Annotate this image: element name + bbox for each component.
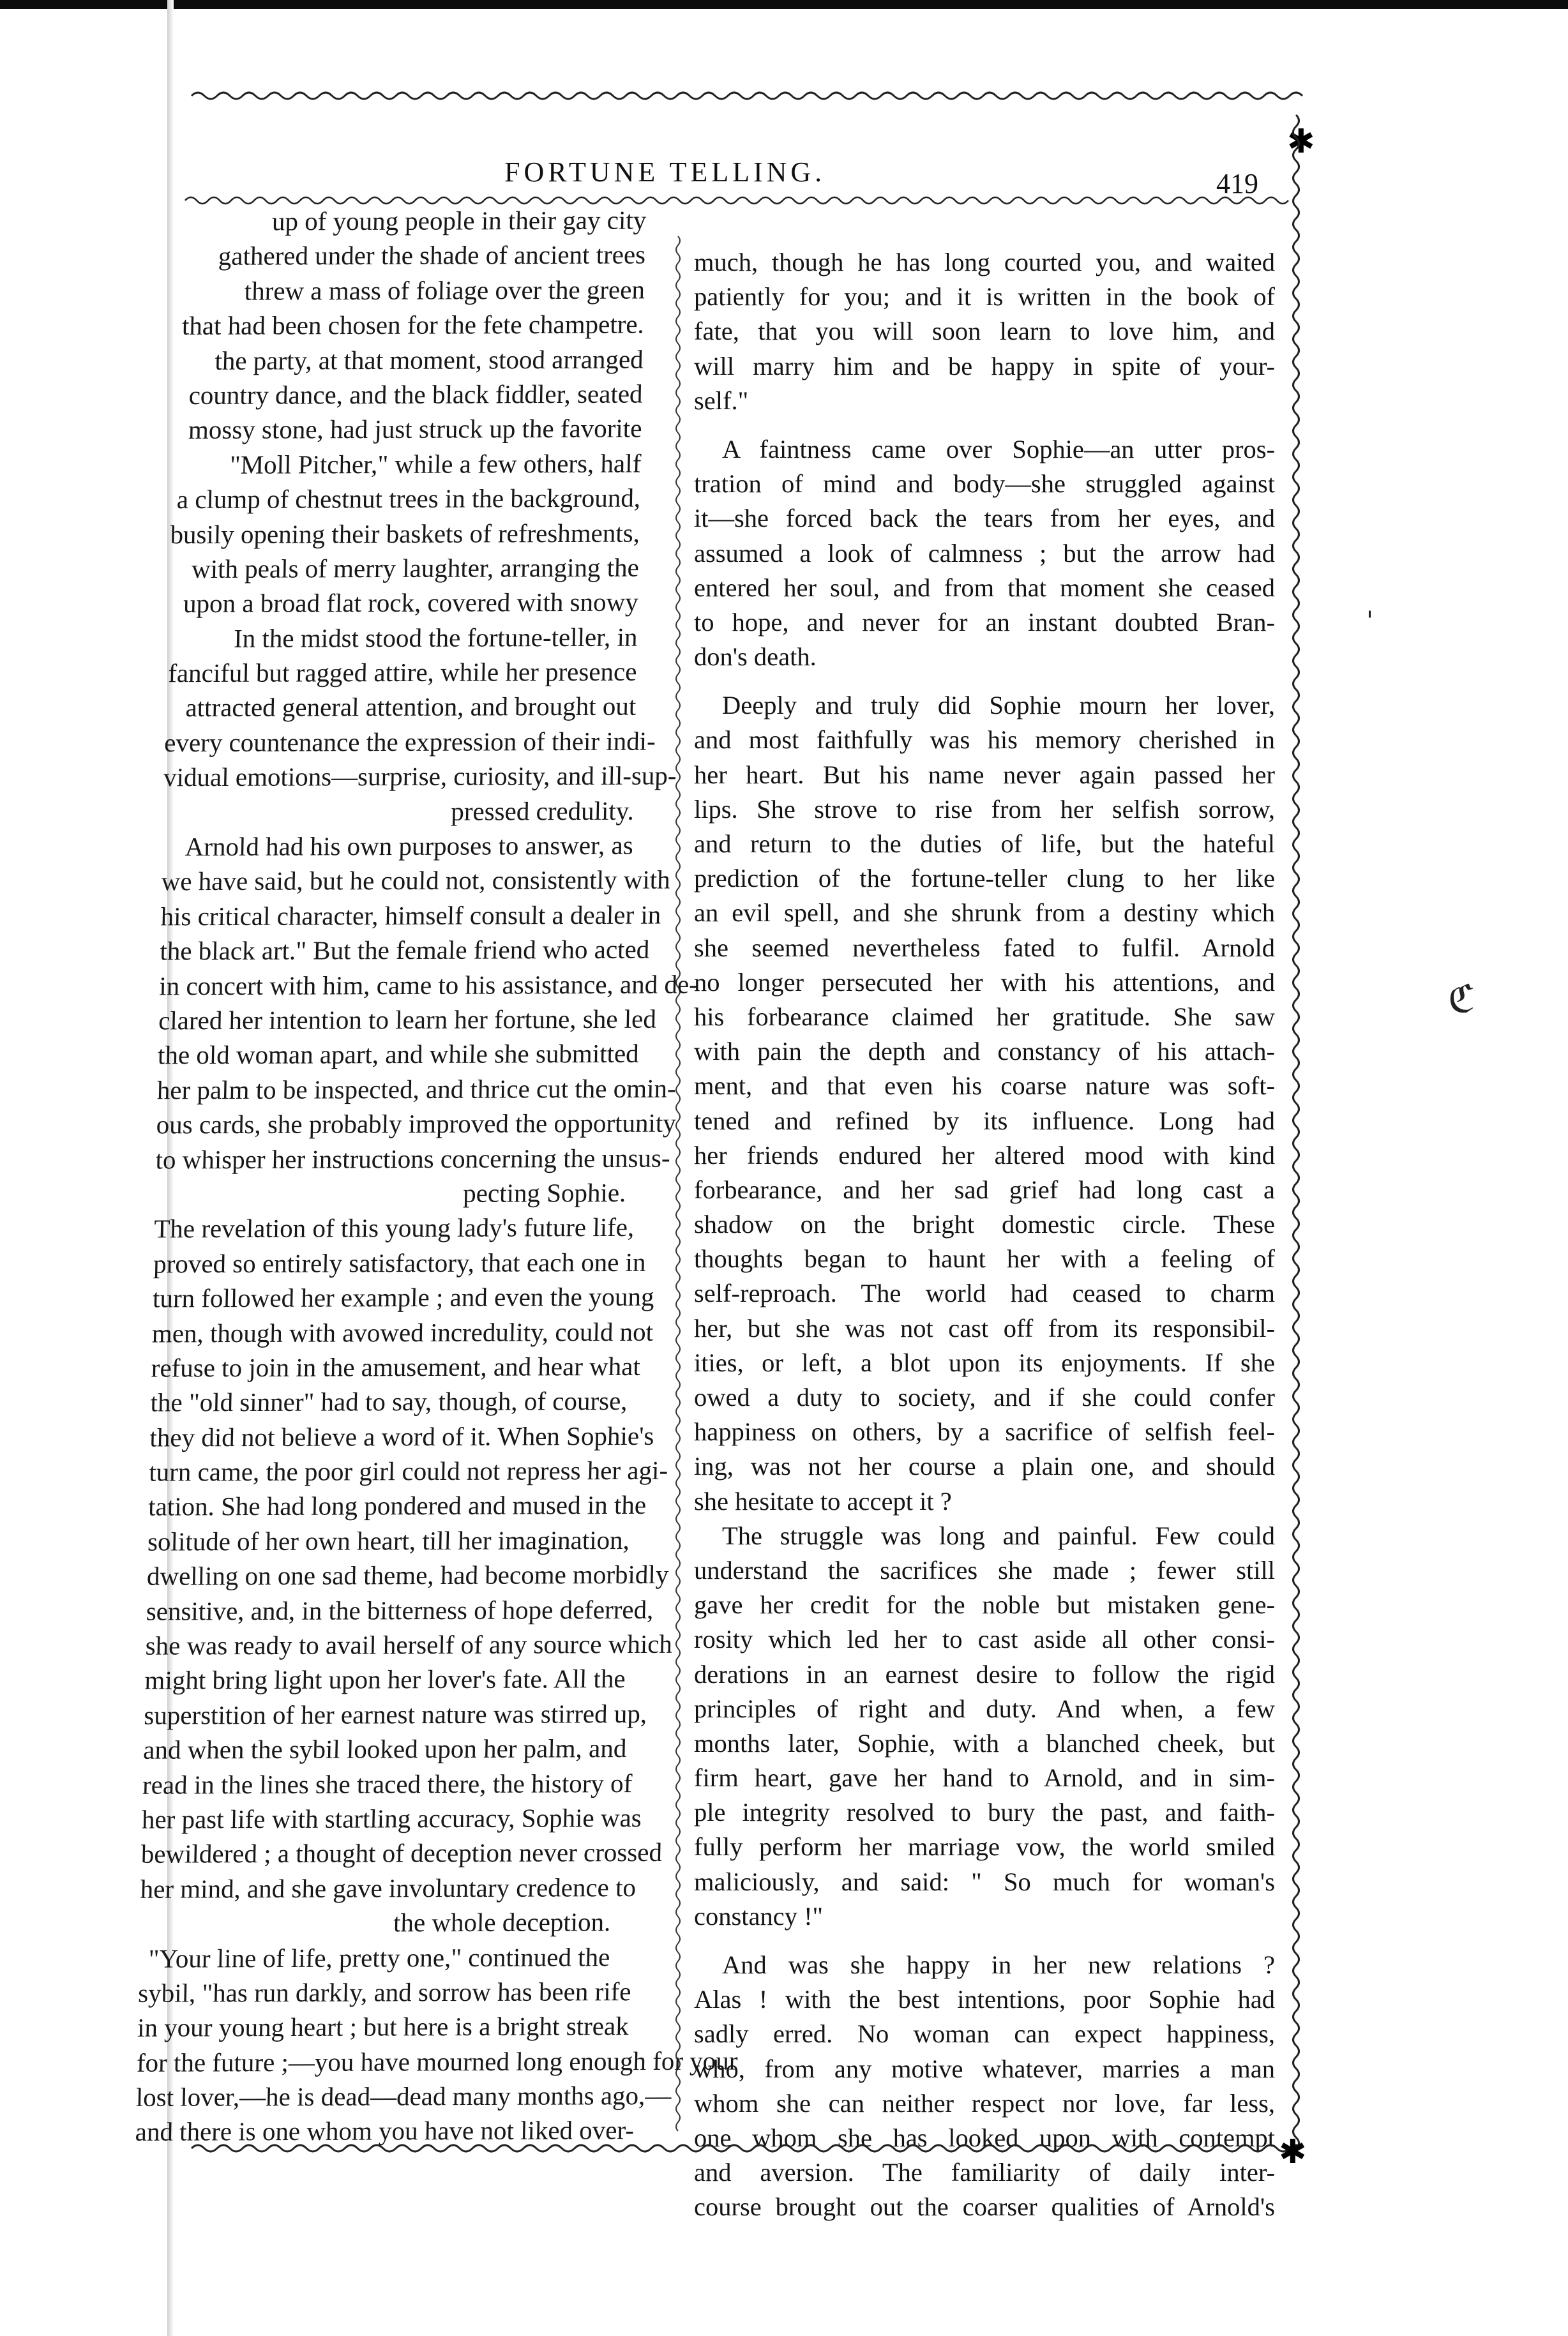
right-text-line: her heart. But his name never again passed her xyxy=(694,760,1275,789)
left-text-line: they did not believe a word of it. When Sophie's xyxy=(149,1420,654,1452)
left-text-line: turn came, the poor girl could not repress her agi- xyxy=(148,1455,668,1487)
left-text-line: vidual emotions—surprise, curiosity, and ill-sup- xyxy=(163,760,677,792)
left-text-line: the black art." But the female friend who acted xyxy=(160,934,650,966)
left-text-line: men, though with avowed incredulity, could not xyxy=(151,1316,654,1348)
left-text-line: every countenance the expression of their indi- xyxy=(163,726,656,758)
right-text-line: with pain the depth and constancy of his attach- xyxy=(694,1037,1275,1066)
left-text-line: sybil, "has run darkly, and sorrow has been rife xyxy=(137,1977,632,2008)
left-text-line: in concert with him, came to his assistance, and de- xyxy=(158,968,698,1000)
left-text-line: Arnold had his own purposes to answer, as xyxy=(185,830,634,862)
right-text-line: gave her credit for the noble but mistaken gene- xyxy=(694,1590,1275,1620)
right-text-line: her friends endured her altered mood with kind xyxy=(694,1140,1275,1170)
left-text-line: his critical character, himself consult a dealer in xyxy=(160,900,661,931)
left-text-line: might bring light upon her lover's fate. All the xyxy=(144,1664,626,1696)
column-divider xyxy=(672,236,684,2126)
right-text-line: course brought out the coarser qualities of Arnold's xyxy=(694,2192,1275,2222)
right-text-line: forbearance, and her sad grief had long cast a xyxy=(694,1175,1275,1204)
left-text-line: "Your line of life, pretty one," continued the xyxy=(148,1941,610,1973)
right-text-line: understand the sacrifices she made ; fewer still xyxy=(694,1555,1275,1585)
right-text-line: principles of right and duty. And when, a few xyxy=(694,1694,1275,1723)
page-number: 419 xyxy=(1216,168,1258,199)
right-text-line: firm heart, gave her hand to Arnold, and in sim- xyxy=(694,1763,1275,1793)
left-text-line: and when the sybil looked upon her palm, and xyxy=(142,1733,627,1765)
left-text-line: solitude of her own heart, till her imagination, xyxy=(147,1525,630,1556)
left-text-line: the whole deception. xyxy=(393,1907,611,1938)
left-text-line: read in the lines she traced there, the history of xyxy=(142,1768,633,1800)
right-text-line: Alas ! with the best intentions, poor Sophie had xyxy=(694,1985,1275,2014)
right-text-line: fate, that you will soon learn to love him, and xyxy=(694,317,1275,346)
right-text-line: his forbearance claimed her gratitude. She saw xyxy=(694,1002,1275,1031)
paragraph-gap xyxy=(694,1934,1275,1948)
right-text-line: thoughts began to haunt her with a feeling of xyxy=(694,1244,1275,1274)
left-text-line: attracted general attention, and brought out xyxy=(185,691,637,723)
right-text-line: it—she forced back the tears from her eyes, and xyxy=(694,504,1275,533)
right-ornamental-border xyxy=(1286,115,1306,2145)
left-text-line: that had been chosen for the fete champetre. xyxy=(181,309,645,341)
left-text-line: turn followed her example ; and even the young xyxy=(152,1281,655,1313)
left-text-line: up of young people in their gay city xyxy=(271,205,647,236)
right-text-line: her, but she was not cast off from its responsibil- xyxy=(694,1313,1275,1343)
left-text-line: proved so entirely satisfactory, that each one in xyxy=(153,1247,647,1279)
right-text-line: fully perform her marriage vow, the world smiled xyxy=(694,1832,1275,1862)
right-text-line: and return to the duties of life, but the hateful xyxy=(694,829,1275,858)
right-text-line: assumed a look of calmness ; but the arrow had xyxy=(694,538,1275,568)
right-text-line: one whom she has looked upon with contempt xyxy=(694,2123,1275,2152)
right-text-line: patiently for you; and it is written in the book of xyxy=(694,282,1275,312)
right-text-line: she seemed nevertheless fated to fulfil. Arnold xyxy=(694,933,1275,962)
left-text-line: superstition of her earnest nature was stirred up, xyxy=(143,1698,647,1730)
left-text-line: the old woman apart, and while she submitted xyxy=(157,1039,640,1070)
paragraph-gap xyxy=(694,418,1275,432)
right-text-line: much, though he has long courted you, and waited xyxy=(694,248,1275,276)
left-text-line: ous cards, she probably improved the opportunity xyxy=(156,1108,677,1140)
left-text-line: mossy stone, had just struck up the favorite xyxy=(188,413,642,445)
left-text-line: busily opening their baskets of refreshments, xyxy=(170,518,640,549)
right-text-line: an evil spell, and she shrunk from a destiny which xyxy=(694,898,1275,928)
left-text-line: gathered under the shade of ancient trees xyxy=(218,239,646,271)
right-text-line: constancy !" xyxy=(694,1901,824,1931)
left-text-line: In the midst stood the fortune-teller, in xyxy=(233,622,638,653)
top-ornamental-border xyxy=(192,89,1302,115)
right-text-line: And was she happy in her new relations ? xyxy=(722,1950,1275,1979)
right-text-line: maliciously, and said: " So much for woman's xyxy=(694,1867,1275,1896)
corner-ornament-bottom: ✱ xyxy=(1279,2133,1307,2171)
right-text-line: derations in an earnest desire to follow the rigid xyxy=(694,1659,1275,1689)
left-text-line: with peals of merry laughter, arranging the xyxy=(191,552,640,584)
right-text-line: ple integrity resolved to bury the past, and faith- xyxy=(694,1798,1275,1827)
left-text-line: upon a broad flat rock, covered with snowy xyxy=(183,587,639,619)
left-text-line: we have said, but he could not, consistently with xyxy=(161,864,671,896)
scan-top-edge xyxy=(0,0,1568,9)
left-text-column xyxy=(135,202,738,2147)
left-text-line: pressed credulity. xyxy=(450,795,635,826)
left-text-line: lost lover,—he is dead—dead many months ago,— xyxy=(135,2081,672,2112)
stray-ink-mark: ꞌ xyxy=(1366,607,1373,636)
right-text-line: sadly erred. No woman can expect happiness, xyxy=(694,2019,1275,2049)
left-text-line: in your young heart ; but here is a bright streak xyxy=(137,2011,629,2043)
left-text-line: she was ready to avail herself of any source which xyxy=(145,1629,673,1661)
left-text-line: "Moll Pitcher," while a few others, half xyxy=(229,448,642,479)
right-text-line: rosity which led her to cast aside all other consi- xyxy=(694,1625,1275,1654)
paragraph-gap xyxy=(694,674,1275,688)
right-text-line: ities, or left, a blot upon its enjoyments. If she xyxy=(694,1348,1275,1377)
left-text-line: country dance, and the black fiddler, seated xyxy=(188,379,644,410)
right-text-line: lips. She strove to rise from her selfish sorrow, xyxy=(694,794,1275,824)
right-text-column xyxy=(694,245,1275,2222)
left-text-line: and there is one whom you have not liked over- xyxy=(135,2115,635,2147)
right-text-line: tration of mind and body—she struggled against xyxy=(694,469,1275,499)
right-text-line: no longer persecuted her with his attentions, and xyxy=(694,967,1275,997)
left-text-line: refuse to join in the amusement, and hear what xyxy=(151,1351,641,1383)
left-text-line: threw a mass of foliage over the green xyxy=(244,275,645,306)
right-text-line: who, from any motive whatever, marries a man xyxy=(694,2054,1275,2083)
right-text-line: will marry him and be happy in spite of your- xyxy=(694,351,1275,381)
right-text-line: ment, and that even his coarse nature was soft- xyxy=(694,1071,1275,1101)
right-text-line: don's death. xyxy=(694,642,817,672)
right-text-line: ing, was not her course a plain one, and should xyxy=(694,1452,1275,1481)
bottom-ornamental-border xyxy=(192,2136,1302,2161)
right-text-line: owed a duty to society, and if she could confer xyxy=(694,1383,1275,1412)
left-text-line: sensitive, and, in the bitterness of hope deferred, xyxy=(146,1594,654,1626)
left-text-line: The revelation of this young lady's future life, xyxy=(153,1212,635,1244)
left-text-line: clared her intention to learn her fortune, she led xyxy=(158,1004,657,1036)
right-text-line: self." xyxy=(694,386,749,415)
right-text-line: A faintness came over Sophie—an utter pros- xyxy=(722,434,1275,463)
right-text-line: months later, Sophie, with a blanched cheek, but xyxy=(694,1728,1275,1758)
right-text-line: to hope, and never for an instant doubted Bran- xyxy=(694,607,1275,637)
right-text-line: entered her soul, and from that moment she ceased xyxy=(694,573,1275,602)
right-text-line: and most faithfully was his memory cherished in xyxy=(694,725,1275,755)
left-text-line: the "old sinner" had to say, though, of course, xyxy=(150,1386,628,1417)
left-text-line: bewildered ; a thought of deception never crossed xyxy=(140,1837,663,1869)
right-text-line: shadow on the bright domestic circle. These xyxy=(694,1210,1275,1239)
left-text-line: for the future ;—you have mourned long enough for your xyxy=(136,2046,738,2077)
left-text-line: to whisper her instructions concerning the unsus- xyxy=(155,1143,671,1174)
left-text-line: dwelling on one sad theme, had become morbidly xyxy=(146,1560,669,1591)
running-head-title: FORTUNE TELLING. xyxy=(504,156,826,188)
right-text-line: prediction of the fortune-teller clung to her like xyxy=(694,864,1275,893)
right-text-line: and aversion. The familiarity of daily inter- xyxy=(694,2158,1275,2187)
right-text-line: Deeply and truly did Sophie mourn her lover, xyxy=(722,691,1275,720)
right-text-line: tened and refined by its influence. Long had xyxy=(694,1106,1275,1135)
left-text-line: pecting Sophie. xyxy=(462,1177,626,1208)
left-text-line: tation. She had long pondered and mused in the xyxy=(147,1490,647,1522)
left-text-line: her past life with startling accuracy, Sophie was xyxy=(141,1802,642,1834)
right-text-line: whom she can neither respect nor love, far less, xyxy=(694,2088,1275,2118)
left-text-line: the party, at that moment, stood arranged xyxy=(215,344,644,375)
right-text-line: she hesitate to accept it ? xyxy=(694,1486,952,1516)
stray-ink-blot: ℭ xyxy=(1448,977,1475,1021)
right-text-line: The struggle was long and painful. Few could xyxy=(722,1521,1275,1550)
right-text-line: self-reproach. The world had ceased to charm xyxy=(694,1279,1275,1308)
left-text-line: a clump of chestnut trees in the background, xyxy=(176,483,641,515)
right-text-line: happiness on others, by a sacrifice of selfish feel- xyxy=(694,1417,1275,1447)
left-text-line: fanciful but ragged attire, while her presence xyxy=(167,656,637,688)
corner-ornament-top: ✱ xyxy=(1287,123,1315,161)
left-text-line: her mind, and she gave involuntary credence to xyxy=(140,1872,637,1904)
left-text-line: her palm to be inspected, and thrice cut the omin- xyxy=(156,1073,677,1105)
